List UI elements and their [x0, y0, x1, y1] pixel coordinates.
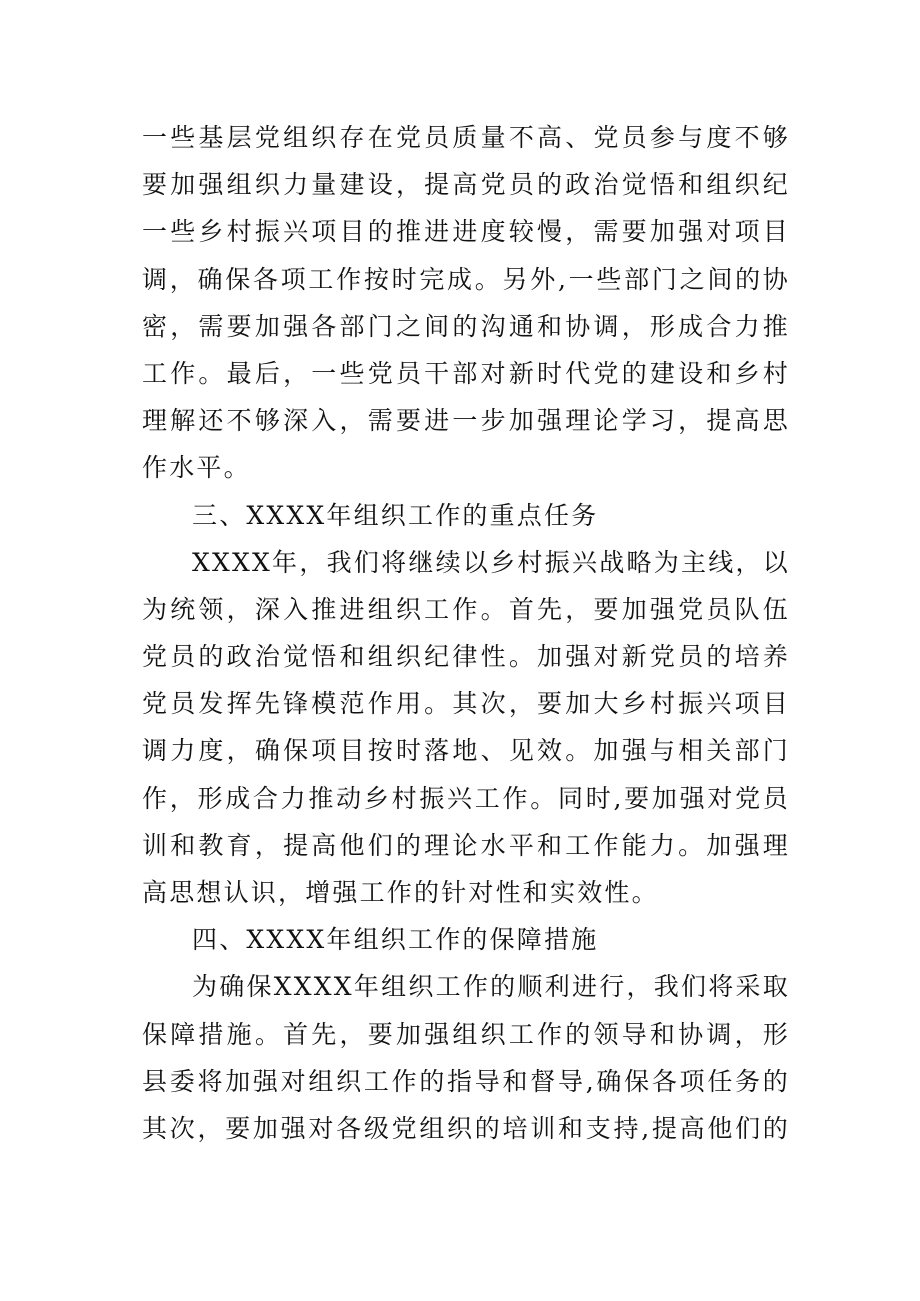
text-line: 训和教育，提高他们的理论水平和工作能力。加强理	[142, 830, 790, 860]
text-line: 其次，要加强对各级党组织的培训和支持,提高他们的	[142, 1113, 790, 1143]
text-line: 党员的政治觉悟和组织纪律性。加强对新党员的培养	[142, 642, 790, 672]
text-line: 理解还不够深入，需要进一步加强理论学习，提高思	[142, 406, 790, 436]
text-line: 一些乡村振兴项目的推进进度较慢，需要加强对项目	[142, 217, 790, 247]
text-line: XXXX年，我们将继续以乡村振兴战略为主线，以	[192, 547, 790, 577]
text-line: 作水平。	[142, 453, 251, 483]
text-line: 保障措施。首先，要加强组织工作的领导和协调，形	[142, 1019, 790, 1049]
text-line: 为确保XXXX年组织工作的顺利进行，我们将采取	[192, 972, 790, 1002]
text-line: 要加强组织力量建设，提高党员的政治觉悟和组织纪	[142, 170, 790, 200]
text-line: 工作。最后，一些党员干部对新时代党的建设和乡村	[142, 358, 790, 388]
text-line: 党员发挥先锋模范作用。其次，要加大乡村振兴项目	[142, 689, 790, 719]
paragraph-safeguards	[142, 963, 790, 1152]
paragraph-key-tasks	[142, 539, 790, 917]
text-line: 调，确保各项工作按时完成。另外,一些部门之间的协	[142, 264, 790, 294]
text-line: 为统领，深入推进组织工作。首先，要加强党员队伍	[142, 594, 790, 624]
paragraph-issues	[142, 114, 790, 492]
text-line: 调力度，确保项目按时落地、见效。加强与相关部门	[142, 736, 790, 766]
text-line: 县委将加强对组织工作的指导和督导,确保各项任务的	[142, 1066, 790, 1096]
text-line: 高思想认识，增强工作的针对性和实效性。	[142, 878, 659, 907]
text-line: 作，形成合力推动乡村振兴工作。同时,要加强对党员	[142, 783, 790, 813]
section-heading-safeguards: 四、XXXX年组织工作的保障措施	[192, 925, 599, 955]
text-line: 一些基层党组织存在党员质量不高、党员参与度不够	[142, 123, 790, 152]
text-line: 密，需要加强各部门之间的沟通和协调，形成合力推	[142, 311, 790, 341]
section-heading-key-tasks: 三、XXXX年组织工作的重点任务	[192, 500, 599, 530]
